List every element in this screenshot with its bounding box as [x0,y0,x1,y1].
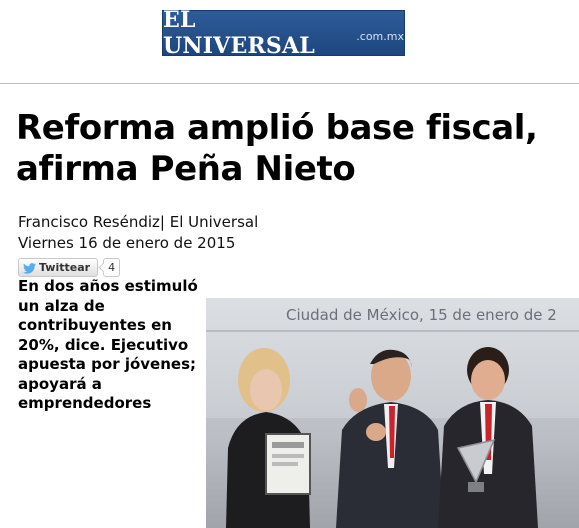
article-date: Viernes 16 de enero de 2015 [18,234,236,252]
photo-backdrop-text: Ciudad de México, 15 de enero de 2 [286,306,557,324]
tweet-button-label: Twittear [39,260,91,274]
logo-domain: .com.mx [356,29,404,43]
twitter-bird-icon [23,263,36,274]
site-logo[interactable] [162,7,405,59]
article-headline: Reforma amplió base fiscal, afirma Peña Nieto [16,108,538,189]
tweet-share [18,257,120,277]
article-byline: Francisco Reséndiz| El Universal [18,213,259,231]
tweet-button[interactable] [18,258,98,277]
logo-wordmark: EL UNIVERSAL [163,7,315,59]
masthead [0,0,579,84]
tweet-count-badge: 4 [103,258,120,277]
article-photo[interactable] [206,298,579,528]
photo-illustration [206,298,579,528]
article-summary: En dos años estimuló un alza de contribuyentes en 20%, dice. Ejecutivo apuesta por jóvenes; apoyará a emprendedores [18,277,198,412]
